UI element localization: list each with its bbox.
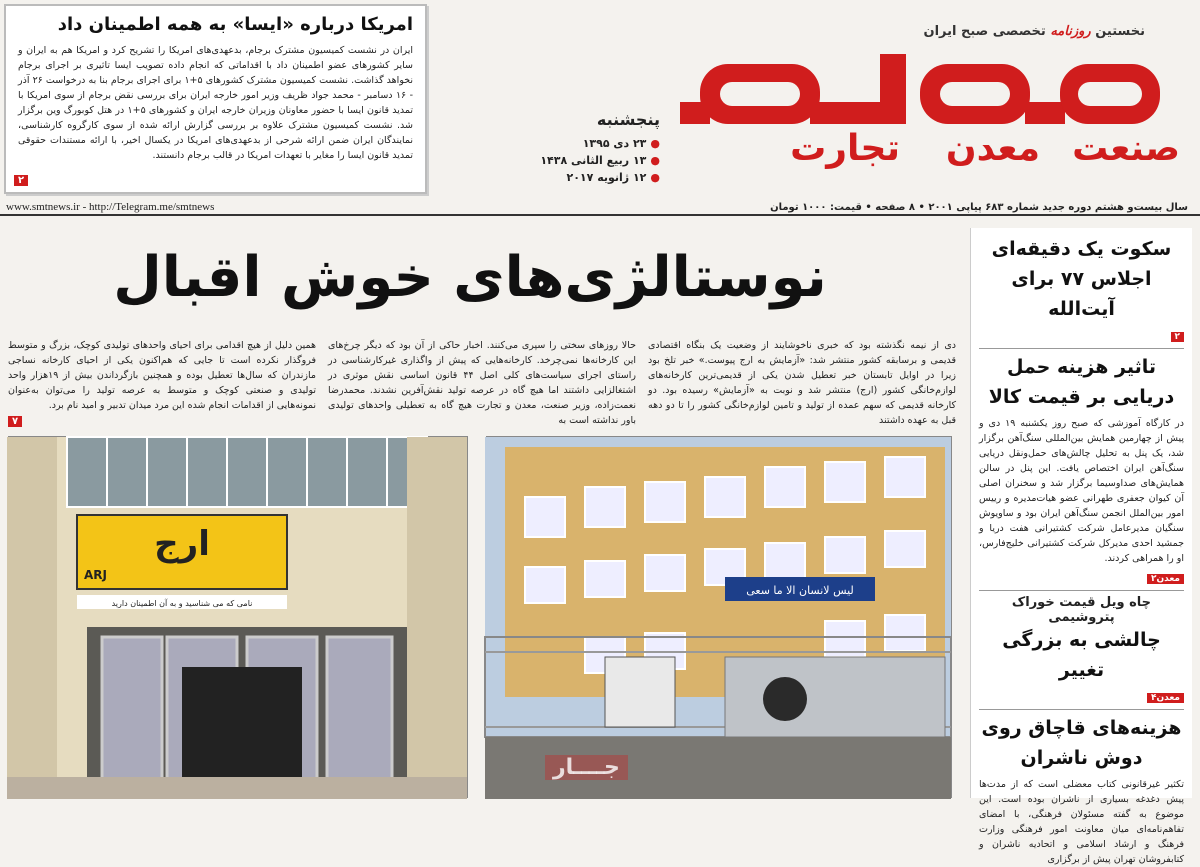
arj-sign-latin: ARJ — [84, 568, 107, 582]
web-links: www.smtnews.ir - http://Telegram.me/smtnews — [6, 201, 215, 213]
issue-info: سال بیست‌و هشتم دوره جدید شماره ۶۸۳ پیاپی ۲۰۰۱ • ۸ صفحه • قیمت: ۱۰۰۰ تومان — [770, 202, 1188, 213]
divider — [979, 709, 1184, 710]
azmayesh-building-illustration — [485, 437, 951, 799]
sidebar-title: چالشی به بزرگی تغییر — [1002, 629, 1161, 681]
arj-building-photo — [8, 436, 468, 798]
azmayesh-building-photo — [486, 436, 952, 798]
gregorian-date: ●۱۲ ژانویه ۲۰۱۷ — [566, 171, 660, 184]
sidebar-text: تکثیر غیرقانونی کتاب معضلی است که از مدت‌ها پیش دغدغه بسیاری از ناشران بوده است. این موضوع به گفته مسئولان فرهنگی، با امضای تفاهم‌نامه‌ای میان معاونت امور فرهنگی وزارت فرهنگ و ارشاد اسلامی و اتحادیه ناشران و کتابفروشان تهران پیش از برگزاری — [979, 779, 1184, 865]
watermark-logo: جــــار — [545, 755, 628, 780]
logo-sub-trade: تجارت — [790, 128, 900, 169]
solar-date: ●۲۳ دی ۱۳۹۵ — [582, 137, 660, 150]
page-tag: معدن۲ — [1147, 574, 1184, 584]
issue-dates — [540, 110, 660, 186]
sidebar-title: تاثیر هزینه حمل دریایی بر قیمت کالا — [988, 356, 1175, 408]
info-bar — [0, 200, 1200, 216]
arj-sign-text: ارج — [154, 524, 210, 564]
divider — [979, 590, 1184, 591]
lead-story-columns — [8, 338, 956, 428]
right-sidebar — [970, 228, 1192, 865]
top-news-box — [4, 4, 427, 194]
masthead — [0, 0, 1200, 210]
story-column: همین دلیل از هیچ اقدامی برای احیای واحدهای تولیدی کوچک، بزرگ و متوسط فروگذار نکرده است تا جایی که هم‌اکنون یکی از احیای کارخانه نساجی مازندران که سال‌ها تعطیل بوده و همچنین بازگرداندن بیش از ۱۹هزار واحد تولیدی و صنعتی کوچک و متوسط به عرصه تولید را می‌توان به‌عنوان نمونه‌هایی از اقدامات انجام شده این مرد میدان تدبیر و امید نام برد. — [8, 340, 316, 411]
newspaper-logo — [670, 8, 1190, 198]
logo-sub-industry: صنعت — [1072, 128, 1180, 169]
sidebar-item — [979, 352, 1184, 585]
sidebar-item — [979, 234, 1184, 343]
lead-story-page: ۷ — [8, 416, 22, 427]
sidebar-text: در کارگاه آموزشی که صبح روز یکشنبه ۱۹ دی و پیش از چهارمین همایش بین‌المللی سنگ‌آهن برگزار شد، یک پنل به تحلیل چالش‌های حمل‌ونقل دریایی سنگ‌آهن ایران اختصاص یافت. این پنل در سالن همایش‌های صداوسیما برگزار شد و سخنران اصلی آن کیوان جعفری طهرانی عضو هیات‌مدیره و رییس امور بین‌الملل انجمن سنگ‌آهن ایران بود و ساویوش سنگیان مدیرعامل شرکت کشتیرانی هفت دریا و جمشید احدی مدیرکل شرکت کشتیرانی خلیج‌فارس، او را همراهی کردند. — [979, 418, 1184, 564]
sidebar-title: هزینه‌های قاچاق روی دوش ناشران — [981, 717, 1182, 769]
logo-tagline: نخستین روزنامه تخصصی صبح ایران — [923, 24, 1145, 39]
lunar-date: ●۱۳ ربیع الثانی ۱۴۳۸ — [540, 154, 660, 167]
sidebar-kicker: چاه ویل قیمت خوراک پتروشیمی — [1011, 595, 1152, 625]
divider — [979, 348, 1184, 349]
story-column: دی از نیمه نگذشته بود که خبری ناخوشایند از وضعیت یک بنگاه اقتصادی قدیمی و برسابقه کشور منتشر شد: «آزمایش به ارج پیوست.» خبر تلخ بود زیرا در اوایل تابستان خبر تعطیل شدن یکی از قدیمی‌ترین کارخانه‌های لوازم‌خانگی کشور (ارج) منتشر شد و نوبت به «آزمایش» رسیده بود. دو کارخانه قدیمی که سهم عمده از تولید و تامین لوازم‌خانگی کشور را تا دو دهه قبل به عهده داشتند — [648, 340, 956, 426]
sidebar-item — [979, 595, 1184, 704]
azmayesh-sign-text: لیس لانسان الا ما سعی — [746, 584, 854, 597]
top-news-page: ۲ — [14, 175, 28, 186]
logo-sub-mining: معدن — [945, 128, 1040, 169]
page-tag: معدن۴ — [1147, 693, 1184, 703]
story-column: حالا روزهای سختی را سپری می‌کنند. اخبار حاکی از آن بود که دیگر چرخ‌های این کارخانه‌ها نمی‌چرخد. کارخانه‌هایی که پیش از واگذاری غیرکارشناسی در راستای اجرای سیاست‌های کلی اصل ۴۴ قانون اساسی نقش موثری در اشتغالزایی داشتند اما هیچ گاه در عرصه تولید نقش‌آفرین نشدند. محمدرضا نعمت‌زاده، وزیر صنعت، معدن و تجارت هیچ گاه به تعطیلی واحدهای تولیدی باور نداشته است به — [328, 340, 636, 426]
sidebar-title: سکوت یک دقیقه‌ای اجلاس ۷۷ برای آیت‌الله — [991, 238, 1172, 320]
top-news-title: امریکا درباره «ایسا» به همه اطمینان داد — [57, 14, 413, 35]
sidebar-item — [979, 713, 1184, 867]
arj-building-illustration — [7, 437, 467, 799]
page-tag: ۲ — [1171, 332, 1185, 342]
weekday: پنجشنبه — [596, 110, 660, 129]
top-news-body: ایران در نشست کمیسیون مشترک برجام، بدعهدی‌های امریکا را تشریح کرد و امریکا هم به ایران و سایر کشورهای عضو اطمینان داد با اقداماتی که انجام داده تصویب ایسا تاثیری بر اجرای برجام نخواهد گذاشت. نشست کمیسیون مشترک کشورهای ۵+۱ برای اجرای برجام بنا به درخواست ۲۶ آذر - ۱۶ دسامبر - محمد جواد ظریف وزیر امور خارجه ایران برای بررسی نقض برجام از سوی امریکا با تمدید قانون ایسا با حضور معاونان وزیران خارجه ایران و کشورهای ۵+۱ در هتل کوبورگ وین برگزار شد. نشست کمیسیون مشترک علاوه بر بررسی گزارش ارائه شده از سوی کارگروه کارشناسی، نمایندگان ایران ضمن ارائه شرحی از بدعهدی‌های امریکا در یکسال اخیر، با ارائه مستندات حقوقی تمدید قانون ایسا را مغایر با تعهدات امریکا در قالب برجام دانستند. — [18, 45, 414, 161]
arj-sign-slogan: نامی که می شناسید و به آن اطمینان دارید — [111, 599, 253, 608]
main-headline: نوستالژی‌های خوش اقبال — [113, 245, 827, 310]
